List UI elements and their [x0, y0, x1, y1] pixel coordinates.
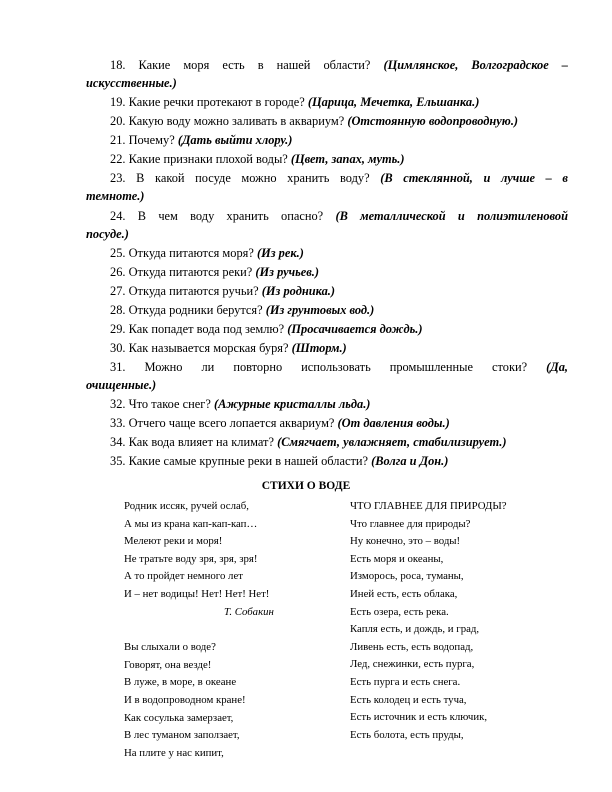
poem-line: Изморось, роса, туманы, [350, 570, 464, 583]
question-item [86, 207, 568, 225]
poem-line: И – нет водицы! Нет! Нет! Нет! [124, 587, 270, 600]
poem-line: В лес туманом заползает, [124, 729, 240, 742]
question-item [110, 112, 568, 130]
poem-line: Капля есть, и дождь, и град, [350, 623, 480, 636]
question-text: Какие речки протекают в городе? [128, 95, 305, 109]
question-number: 30. [110, 341, 126, 355]
question-number: 33. [110, 416, 126, 430]
question-item [110, 320, 568, 338]
question-text: Откуда питаются реки? [128, 265, 253, 279]
question-number: 34. [110, 435, 126, 449]
question-text: Можно ли повторно использовать промышленные стоки? [144, 360, 528, 374]
question-item [110, 414, 568, 432]
poem-line: Что главнее для природы? [350, 517, 471, 530]
question-text: Как вода влияет на климат? [128, 435, 274, 449]
answer-text: (Шторм.) [291, 341, 347, 355]
question-number: 25. [110, 246, 126, 260]
question-item [110, 339, 568, 357]
question-text: Как попадет вода под землю? [128, 322, 285, 336]
question-number: 18. [110, 58, 126, 72]
answer-text: (От давления воды.) [337, 416, 450, 430]
question-text: Почему? [128, 133, 175, 147]
question-number: 21. [110, 133, 126, 147]
question-text: Откуда питаются ручьи? [128, 284, 259, 298]
answer-text: (Царица, Мечетка, Ельшанка.) [307, 95, 480, 109]
question-number: 29. [110, 322, 126, 336]
question-number: 35. [110, 454, 126, 468]
answer-text: (Ажурные кристаллы льда.) [213, 397, 371, 411]
question-text: Какую воду можно заливать в аквариум? [128, 114, 345, 128]
answer-text: (Дать выйти хлору.) [177, 133, 293, 147]
question-text: Откуда родники берутся? [128, 303, 263, 317]
answer-text: (В стеклянной, и лучше – в [380, 171, 568, 185]
answer-text: (Из грунтовых вод.) [265, 303, 375, 317]
question-item [110, 301, 568, 319]
answer-text: (Из ручьев.) [255, 265, 320, 279]
question-item [110, 433, 568, 451]
answer-text: (Да, [546, 360, 568, 374]
section-heading: СТИХИ О ВОДЕ [261, 480, 351, 492]
poem-line: На плите у нас кипит, [124, 746, 224, 759]
question-number: 19. [110, 95, 126, 109]
poem-line: Как сосулька замерзает, [124, 711, 234, 724]
answer-text: (Из родника.) [261, 284, 335, 298]
question-item [86, 169, 568, 187]
poem-title: ЧТО ГЛАВНЕЕ ДЛЯ ПРИРОДЫ? [350, 500, 507, 512]
poem-stanza [124, 639, 334, 762]
answer-text: (В металлической и полиэтиленовой [335, 209, 568, 223]
question-item [110, 263, 568, 281]
question-number: 22. [110, 152, 126, 166]
question-text: В какой посуде можно хранить воду? [136, 171, 370, 185]
question-item [110, 395, 568, 413]
question-text: Откуда питаются моря? [128, 246, 254, 260]
poem-line: Лед, снежинки, есть пурга, [350, 658, 475, 671]
question-text: Какие самые крупные реки в нашей области? [128, 454, 369, 468]
question-number: 28. [110, 303, 126, 317]
question-item [86, 358, 568, 376]
answer-text: (Цимлянское, Волгоградское – [383, 58, 568, 72]
poem-line: Есть колодец и есть туча, [350, 693, 467, 706]
question-text: Какие признаки плохой воды? [128, 152, 288, 166]
poem-column-left [124, 498, 334, 762]
question-item [110, 244, 568, 262]
answer-continuation: темноте.) [86, 189, 145, 203]
poem-line: Мелеют реки и моря! [124, 535, 223, 548]
question-number: 32. [110, 397, 126, 411]
answer-text: (Просачивается дождь.) [287, 322, 423, 336]
stanza-gap [124, 621, 334, 639]
poem-line: И в водопроводном кране! [124, 693, 246, 706]
answer-text: (Волга и Дон.) [371, 454, 449, 468]
poem-line: В луже, в море, в океане [124, 676, 237, 689]
answer-text: (Смягчает, увлажняет, стабилизирует.) [277, 435, 507, 449]
poem-column-right [350, 498, 570, 744]
question-text: Отчего чаще всего лопается аквариум? [128, 416, 335, 430]
poem-line: Ну конечно, это – воды! [350, 535, 461, 548]
answer-continuation: посуде.) [86, 227, 129, 241]
poem-line: Иней есть, есть облака, [350, 587, 458, 600]
question-number: 31. [110, 360, 126, 374]
poem-stanza [124, 498, 334, 621]
question-item [110, 452, 568, 470]
poem-line: Есть болота, есть пруды, [350, 728, 464, 741]
question-number: 20. [110, 114, 126, 128]
poem-line: Есть пурга и есть снега. [350, 675, 461, 688]
question-number: 27. [110, 284, 126, 298]
poem-line: Родник иссяк, ручей ослаб, [124, 500, 249, 512]
question-item [110, 282, 568, 300]
question-number: 23. [110, 171, 126, 185]
poem-line: А то пройдет немного лет [124, 570, 243, 583]
poem-line: Есть моря и океаны, [350, 552, 444, 565]
question-item [110, 131, 568, 149]
question-text: Что такое снег? [128, 397, 211, 411]
question-text: Как называется морская буря? [128, 341, 289, 355]
poem-line: Есть источник и есть ключик, [350, 711, 488, 724]
answer-continuation: очищенные.) [86, 378, 157, 392]
question-text: В чем воду хранить опасно? [137, 209, 324, 223]
poem-line: Говорят, она везде! [124, 658, 212, 671]
poem-line: Не тратьте воду зря, зря, зря! [124, 552, 258, 565]
question-text: Какие моря есть в нашей области? [138, 58, 371, 72]
poem-author: Т. Собакин [224, 605, 274, 618]
poem-line: Вы слыхали о воде? [124, 641, 216, 654]
poem-line: Есть озера, есть река. [350, 605, 449, 618]
question-item [110, 93, 568, 111]
poem-line: А мы из крана кап-кап-кап… [124, 517, 258, 530]
answer-text: (Отстоянную водопроводную.) [347, 114, 519, 128]
poem-line: Ливень есть, есть водопад, [350, 640, 474, 653]
answer-continuation: искусственные.) [86, 76, 177, 90]
question-item [86, 56, 568, 74]
answer-text: (Из рек.) [256, 246, 304, 260]
question-item [110, 150, 568, 168]
question-number: 26. [110, 265, 126, 279]
question-number: 24. [110, 209, 126, 223]
answer-text: (Цвет, запах, муть.) [290, 152, 405, 166]
